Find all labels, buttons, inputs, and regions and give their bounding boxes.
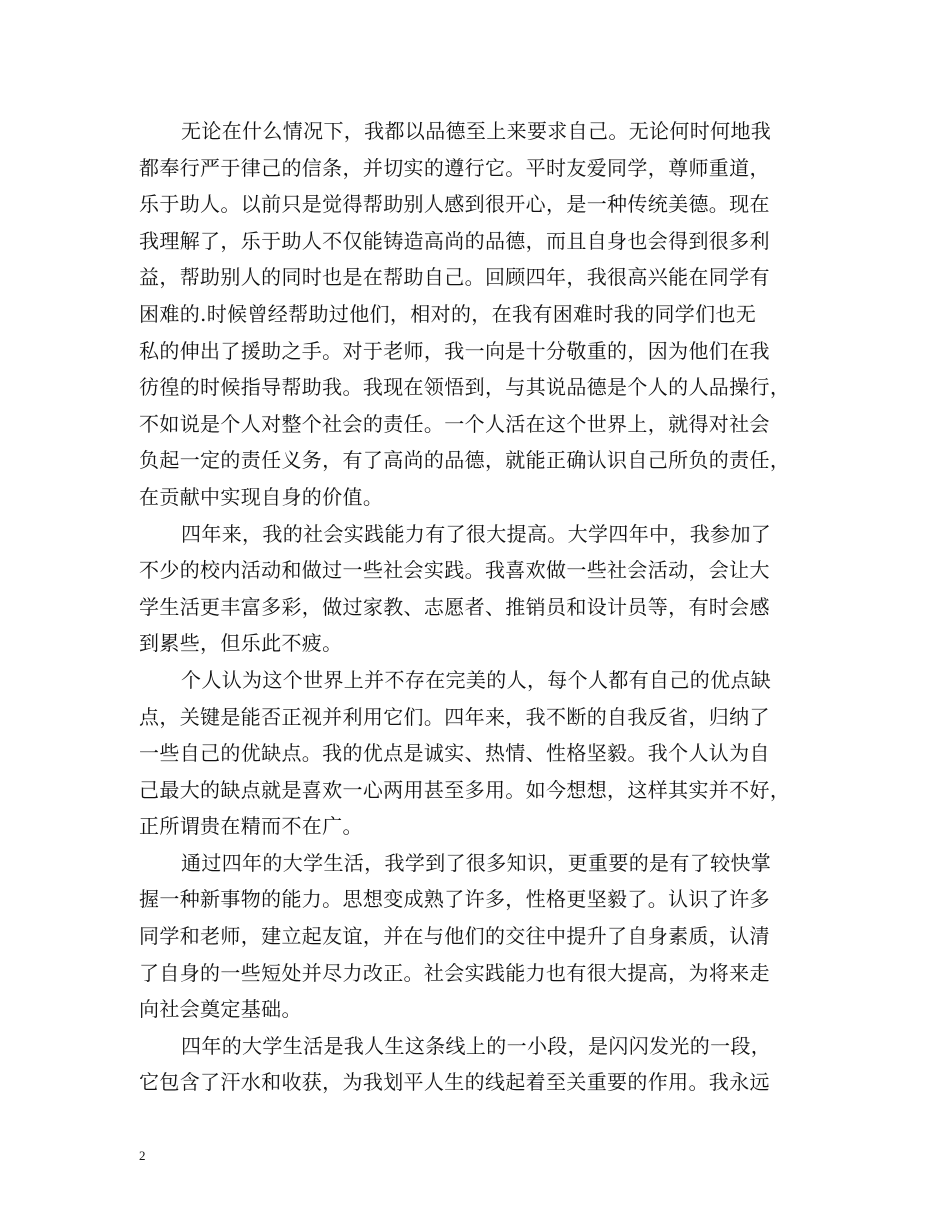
text-line: 彷徨的时候指导帮助我。我现在领悟到，与其说品德是个人的人品操行， (139, 375, 791, 400)
text-line: 个人认为这个世界上并不存在完美的人，每个人都有自己的优点缺 (181, 667, 772, 692)
text-line: 无论在什么情况下，我都以品德至上来要求自己。无论何时何地我 (181, 119, 772, 143)
text-line: 学生活更丰富多彩，做过家教、志愿者、推销员和设计员等，有时会感 (139, 594, 770, 619)
text-line: 一些自己的优缺点。我的优点是诚实、热情、性格坚毅。我个人认为自 (139, 741, 770, 766)
text-line: 困难的.时候曾经帮助过他们，相对的，在我有困难时我的同学们也无 (139, 301, 757, 326)
text-line: 正所谓贵在精而不在广。 (139, 814, 363, 839)
text-line: 益，帮助别人的同时也是在帮助自己。回顾四年，我很高兴能在同学有 (139, 265, 770, 290)
text-line: 私的伸出了援助之手。对于老师，我一向是十分敬重的，因为他们在我 (139, 338, 770, 363)
text-line: 同学和老师，建立起友谊，并在与他们的交往中提升了自身素质，认清 (139, 924, 770, 949)
text-line: 握一种新事物的能力。思想变成熟了许多，性格更坚毅了。认识了许多 (139, 887, 770, 912)
text-line: 了自身的一些短处并尽力改正。社会实践能力也有很大提高，为将来走 (139, 960, 770, 985)
text-line: 点，关键是能否正视并利用它们。四年来，我不断的自我反省，归纳了 (139, 704, 770, 729)
text-line: 我理解了，乐于助人不仅能铸造高尚的品德，而且自身也会得到很多利 (139, 228, 770, 253)
text-line: 它包含了汗水和收获，为我划平人生的线起着至关重要的作用。我永远 (139, 1070, 770, 1095)
text-line: 通过四年的大学生活，我学到了很多知识，更重要的是有了较快掌 (181, 850, 772, 875)
text-line: 乐于助人。以前只是觉得帮助别人感到很开心，是一种传统美德。现在 (139, 192, 770, 217)
text-line: 到累些，但乐此不疲。 (139, 631, 343, 656)
text-line: 不少的校内活动和做过一些社会实践。我喜欢做一些社会活动，会让大 (139, 558, 770, 583)
text-line: 负起一定的责任义务，有了高尚的品德，就能正确认识自己所负的责任， (139, 448, 791, 473)
document-body (139, 113, 819, 1101)
text-line: 都奉行严于律己的信条，并切实的遵行它。平时友爱同学，尊师重道， (139, 155, 770, 180)
text-line: 己最大的缺点就是喜欢一心两用甚至多用。如今想想，这样其实并不好， (139, 777, 791, 802)
page-number: 2 (139, 1148, 146, 1163)
text-line: 四年来，我的社会实践能力有了很大提高。大学四年中，我参加了 (181, 521, 772, 546)
text-line: 向社会奠定基础。 (139, 997, 302, 1022)
text-line: 在贡献中实现自身的价值。 (139, 484, 384, 509)
text-line: 不如说是个人对整个社会的责任。一个人活在这个世界上，就得对社会 (139, 411, 770, 436)
text-line: 四年的大学生活是我人生这条线上的一小段，是闪闪发光的一段， (181, 1033, 772, 1058)
